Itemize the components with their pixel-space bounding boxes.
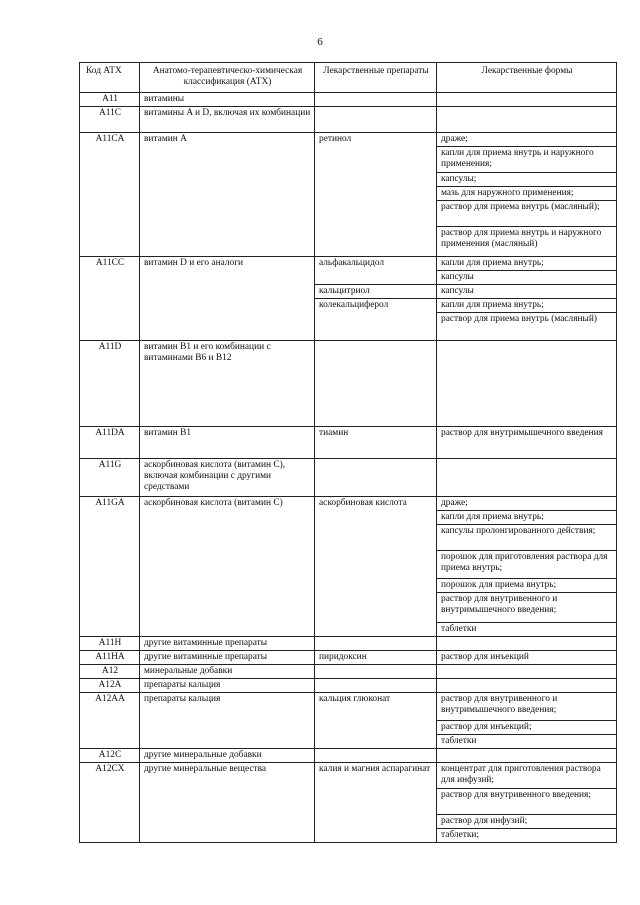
- dosage-form: концентрат для приготовления раствора для инфузий;: [437, 763, 616, 789]
- dosage-form: драже;: [437, 133, 616, 147]
- drug-cell: [315, 257, 437, 341]
- drug-cell: [315, 341, 437, 427]
- table-row: [80, 93, 617, 107]
- table-row: [80, 651, 617, 665]
- table-row: [80, 107, 617, 133]
- table-row: [80, 341, 617, 427]
- dosage-form: таблетки: [441, 736, 477, 746]
- drug-cell: [315, 427, 437, 459]
- header-drugs: Лекарственные препараты: [315, 63, 437, 93]
- drug-name: тиамин: [319, 428, 349, 438]
- drug-name: аскорбиновая кислота: [319, 498, 407, 508]
- forms-cell: [437, 107, 617, 133]
- atc-classification: другие минеральные добавки: [140, 749, 315, 763]
- atc-code: A11D: [80, 341, 140, 427]
- forms-cell: [437, 637, 617, 651]
- drug-cell: [315, 133, 437, 257]
- atc-code: A12: [80, 665, 140, 679]
- atc-classification: препараты кальция: [140, 679, 315, 693]
- table-row: [80, 257, 617, 341]
- drug-cell: [315, 763, 437, 843]
- atc-code: A12C: [80, 749, 140, 763]
- atc-code: A11CC: [80, 257, 140, 341]
- atc-code: A11HA: [80, 651, 140, 665]
- dosage-form: таблетки;: [441, 830, 480, 840]
- drug-name: кальцитриол: [315, 285, 436, 299]
- forms-cell: [437, 427, 617, 459]
- atc-classification: аскорбиновая кислота (витамин C), включая комбинации с другими средствами: [140, 459, 315, 497]
- header-forms: Лекарственные формы: [437, 63, 617, 93]
- table-row: [80, 637, 617, 651]
- dosage-form: порошок для приготовления раствора для приема внутрь;: [437, 551, 616, 579]
- atc-code: A12A: [80, 679, 140, 693]
- forms-cell: [437, 693, 617, 749]
- dosage-form: капсулы;: [437, 173, 616, 187]
- drug-name: альфакальцидол: [315, 257, 436, 285]
- dosage-form: таблетки: [441, 624, 477, 634]
- page-number: 6: [317, 36, 323, 48]
- atc-classification: другие витаминные препараты: [140, 637, 315, 651]
- atc-code: A11G: [80, 459, 140, 497]
- atc-classification: аскорбиновая кислота (витамин C): [140, 497, 315, 637]
- table-header-row: [80, 63, 617, 93]
- table-row: [80, 665, 617, 679]
- forms-cell: [437, 459, 617, 497]
- drug-name: пиридоксин: [319, 652, 367, 662]
- dosage-form: капсулы: [437, 271, 616, 285]
- forms-cell: [437, 749, 617, 763]
- drug-cell: [315, 497, 437, 637]
- dosage-form: раствор для внутривенного и внутримышечного введения;: [437, 593, 616, 623]
- atc-code: A12AA: [80, 693, 140, 749]
- forms-cell: [437, 665, 617, 679]
- table-row: [80, 763, 617, 843]
- atc-classification: витамин B1: [140, 427, 315, 459]
- table-row: [80, 693, 617, 749]
- atc-code: A12CX: [80, 763, 140, 843]
- dosage-form: капли для приема внутрь;: [437, 257, 616, 271]
- forms-cell: [437, 341, 617, 427]
- atc-code: A11GA: [80, 497, 140, 637]
- dosage-form: порошок для приема внутрь;: [437, 579, 616, 593]
- dosage-form: раствор для внутримышечного введения: [441, 428, 603, 438]
- drug-name: калия и магния аспарагинат: [319, 764, 431, 774]
- atc-classification: витамин B1 и его комбинации с витаминами B6 и B12: [140, 341, 315, 427]
- table-row: [80, 497, 617, 637]
- drug-name: колекальциферол: [319, 300, 389, 310]
- dosage-form: раствор для внутривенного введения;: [437, 789, 616, 815]
- forms-cell: [437, 651, 617, 665]
- dosage-form: капли для приема внутрь и наружного применения;: [437, 147, 616, 173]
- dosage-form: раствор для приема внутрь (масляный);: [437, 201, 616, 227]
- dosage-form: капли для приема внутрь;: [437, 511, 616, 525]
- drug-cell: [315, 107, 437, 133]
- forms-cell: [437, 133, 617, 257]
- atc-code: A11: [80, 93, 140, 107]
- drug-name: кальция глюконат: [319, 694, 391, 704]
- atc-code: A11H: [80, 637, 140, 651]
- atc-classification: минеральные добавки: [140, 665, 315, 679]
- table-row: [80, 427, 617, 459]
- dosage-form: раствор для инъекций: [441, 652, 529, 662]
- atc-classification: витамины A и D, включая их комбинации: [140, 107, 315, 133]
- header-classification: Анатомо-терапевтическо-химическая классификация (АТХ): [140, 63, 315, 93]
- dosage-form: раствор для внутривенного и внутримышечного введения;: [437, 693, 616, 721]
- drug-cell: [315, 679, 437, 693]
- forms-cell: [437, 257, 617, 341]
- forms-cell: [437, 93, 617, 107]
- table-row: [80, 749, 617, 763]
- dosage-form: драже;: [437, 497, 616, 511]
- table-row: [80, 679, 617, 693]
- dosage-form: раствор для инъекций;: [437, 721, 616, 735]
- atc-classification: витамин D и его аналоги: [140, 257, 315, 341]
- table-body: [80, 93, 617, 843]
- atc-table: [79, 62, 617, 843]
- forms-cell: [437, 679, 617, 693]
- dosage-form: капсулы пролонгированного действия;: [437, 525, 616, 551]
- table-row: [80, 133, 617, 257]
- atc-code: A11CA: [80, 133, 140, 257]
- forms-cell: [437, 497, 617, 637]
- dosage-form: раствор для приема внутрь (масляный): [441, 314, 597, 324]
- dosage-form: раствор для инфузий;: [437, 815, 616, 829]
- header-code: Код АТХ: [80, 63, 140, 93]
- drug-cell: [315, 665, 437, 679]
- dosage-form: капли для приема внутрь;: [437, 299, 616, 313]
- atc-classification: витамины: [140, 93, 315, 107]
- drug-cell: [315, 93, 437, 107]
- drug-cell: [315, 637, 437, 651]
- dosage-form: капсулы: [437, 285, 616, 299]
- atc-code: A11DA: [80, 427, 140, 459]
- drug-cell: [315, 651, 437, 665]
- atc-classification: препараты кальция: [140, 693, 315, 749]
- atc-classification: витамин A: [140, 133, 315, 257]
- drug-cell: [315, 459, 437, 497]
- drug-name: ретинол: [319, 134, 352, 144]
- dosage-form: раствор для приема внутрь и наружного применения (масляный): [441, 228, 602, 249]
- atc-classification: другие минеральные вещества: [140, 763, 315, 843]
- forms-cell: [437, 763, 617, 843]
- atc-classification: другие витаминные препараты: [140, 651, 315, 665]
- drug-cell: [315, 749, 437, 763]
- atc-code: A11C: [80, 107, 140, 133]
- drug-cell: [315, 693, 437, 749]
- dosage-form: мазь для наружного применения;: [437, 187, 616, 201]
- table-row: [80, 459, 617, 497]
